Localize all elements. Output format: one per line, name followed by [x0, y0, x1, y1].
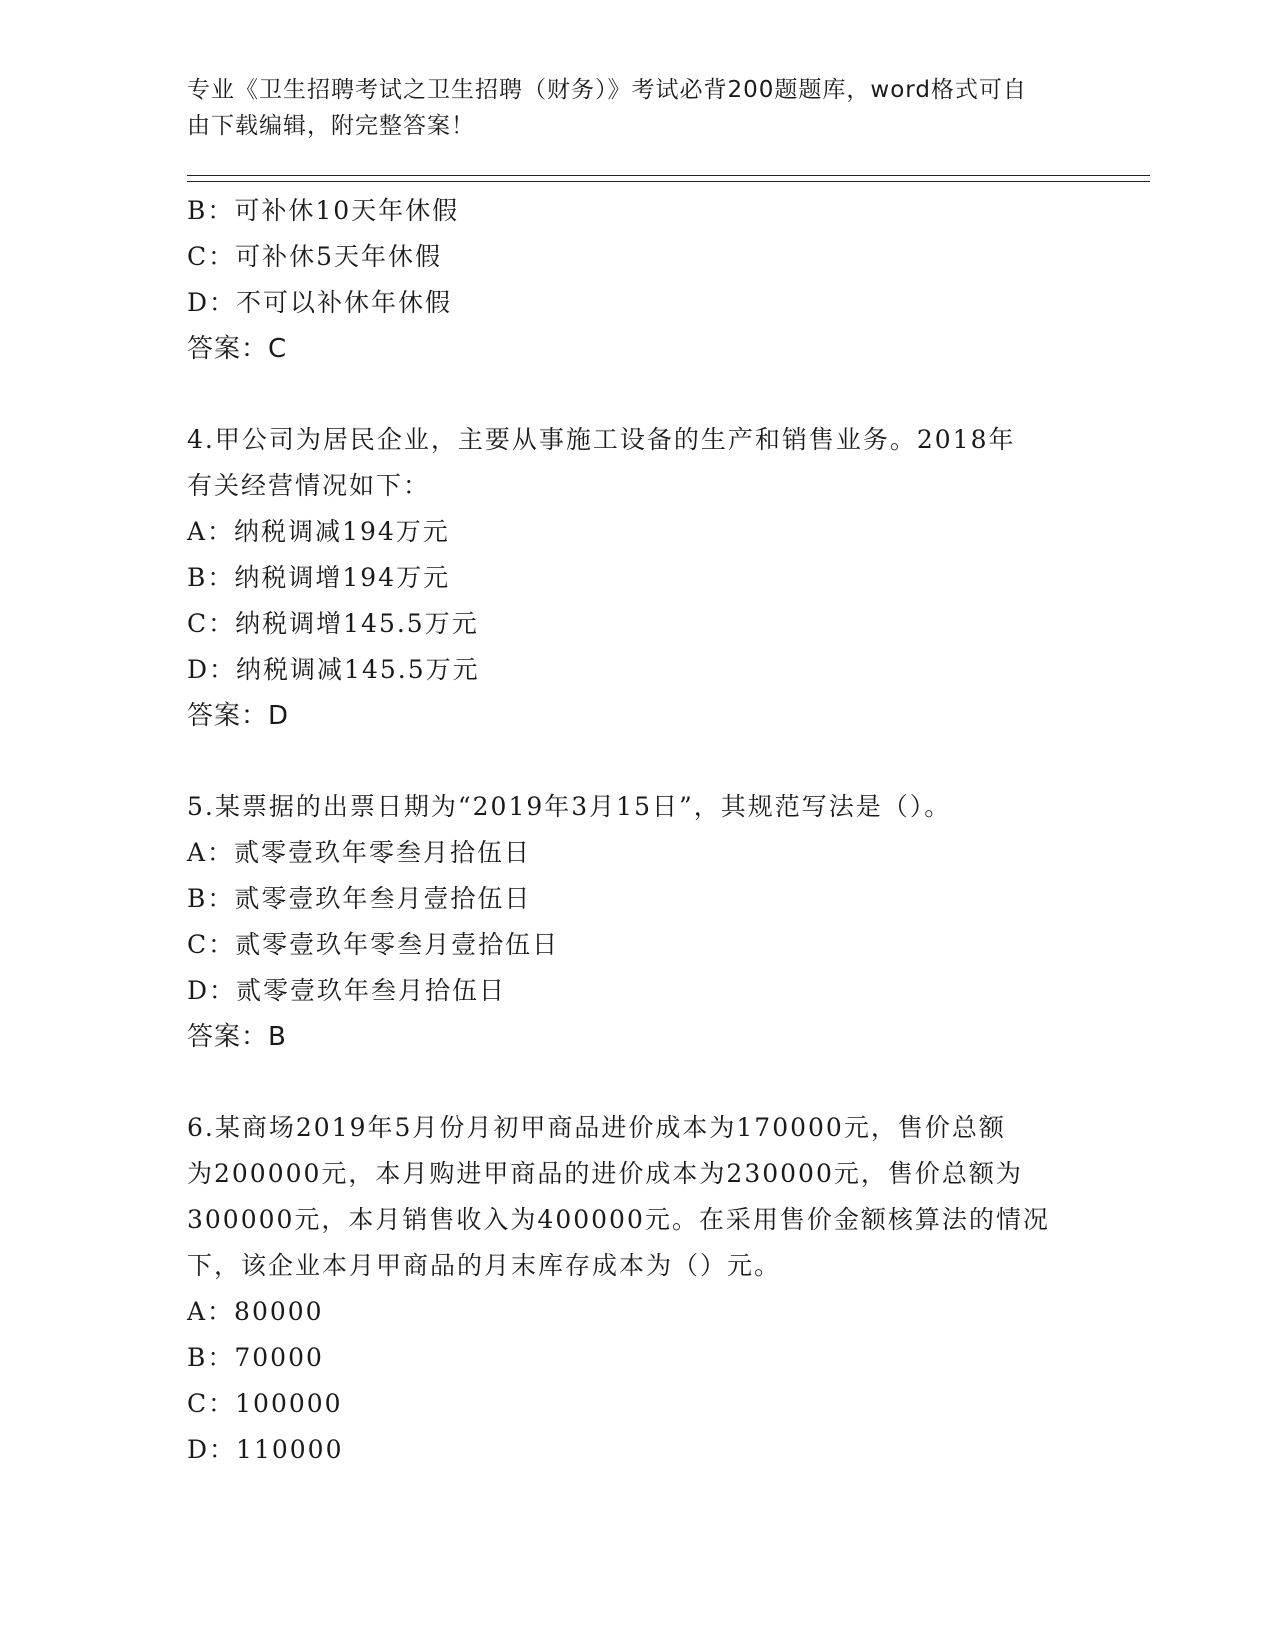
answer: 答案：B	[187, 1022, 287, 1052]
header-rule-top	[187, 175, 1150, 176]
question-list	[187, 188, 1087, 1473]
option-b: B：70000	[187, 1343, 324, 1372]
answer: 答案：C	[187, 334, 288, 364]
question-text: 4.甲公司为居民企业，主要从事施工设备的生产和销售业务。2018年 有关经营情况如下：	[187, 425, 1016, 500]
option-d: D：贰零壹玖年叁月拾伍日	[187, 976, 507, 1005]
option-d: D：纳税调减145.5万元	[187, 655, 480, 684]
question-3-continued	[187, 188, 1087, 372]
option-a: A：80000	[187, 1297, 324, 1326]
option-c: C：100000	[187, 1389, 343, 1418]
option-b: B：可补休10天年休假	[187, 196, 460, 225]
header-rule-bottom	[187, 181, 1150, 182]
option-c: C：可补休5天年休假	[187, 242, 443, 271]
answer: 答案：D	[187, 701, 290, 731]
question-text: 6.某商场2019年5月份月初甲商品进价成本为170000元，售价总额 为200000元，本月购进甲商品的进价成本为230000元，售价总额为 300000元，本月销售收入为400000元。在采用售价金额核算法的情况 下，该企业本月甲商品的月末库存成本为（）元。	[187, 1113, 1050, 1280]
option-b: B：贰零壹玖年叁月壹拾伍日	[187, 884, 532, 913]
question-5	[187, 784, 1087, 1060]
option-b: B：纳税调增194万元	[187, 563, 451, 592]
option-a: A：贰零壹玖年零叁月拾伍日	[187, 838, 532, 867]
option-d: D：不可以补休年休假	[187, 288, 453, 317]
question-4	[187, 417, 1087, 739]
option-c: C：贰零壹玖年零叁月壹拾伍日	[187, 930, 560, 959]
question-text: 5.某票据的出票日期为“2019年3月15日”，其规范写法是（）。	[187, 792, 952, 821]
option-d: D：110000	[187, 1435, 344, 1464]
option-c: C：纳税调增145.5万元	[187, 609, 479, 638]
option-a: A：纳税调减194万元	[187, 517, 450, 546]
question-6	[187, 1105, 1087, 1473]
document-header: 专业《卫生招聘考试之卫生招聘（财务）》考试必背200题题库，word格式可自 由下载编辑，附完整答案！	[187, 77, 1027, 139]
